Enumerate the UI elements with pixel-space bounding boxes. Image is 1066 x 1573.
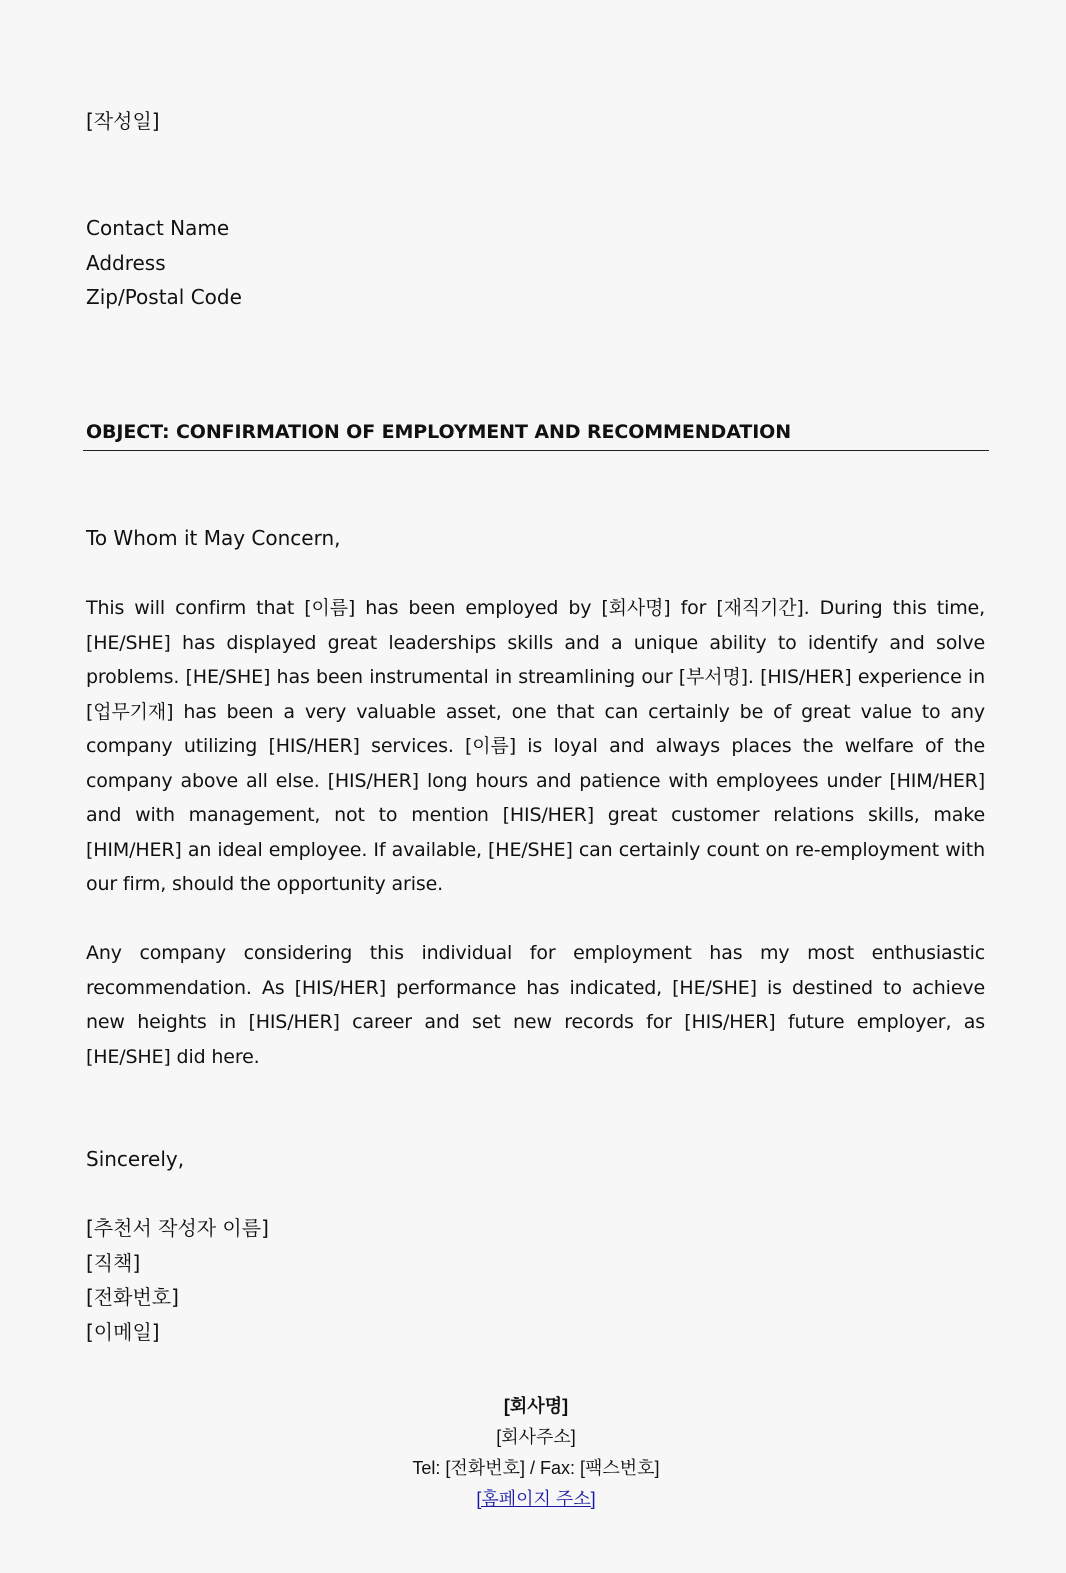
- recipient-contact-name: Contact Name: [86, 216, 230, 240]
- subject-divider: [83, 450, 989, 451]
- signature-title: [직책]: [86, 1250, 141, 1275]
- letter-salutation: To Whom it May Concern,: [86, 526, 341, 550]
- recipient-zip: Zip/Postal Code: [86, 285, 242, 309]
- signature-email: [이메일]: [86, 1319, 160, 1344]
- signature-phone: [전화번호]: [86, 1285, 179, 1309]
- signature-name: [추천서 작성자 이름]: [86, 1216, 269, 1240]
- recipient-address: Address: [86, 250, 166, 275]
- letterhead-footer: [0, 1391, 1066, 1515]
- footer-company-address: [회사주소]: [496, 1427, 576, 1447]
- footer-contact-line: Tel: [전화번호] / Fax: [팩스번호]: [412, 1458, 660, 1478]
- recipient-block: [86, 211, 242, 315]
- footer-company-name: [회사명]: [503, 1396, 569, 1416]
- letter-date: [작성일]: [86, 109, 160, 133]
- body-paragraph-1: This will confirm that [이름] has been employed by [회사명] for [재직기간]. During this time, [HE/SHE] has displayed great leaderships skills and a unique ability to identify and solve problems. [HE/SHE] has been instrumental in streamlining our [부서명]. [HIS/HER] experience in [업무기재] has been a very valuable asset, one that can certainly be of great value to any company utilizing [HIS/HER] services. [이름] is loyal and always places the welfare of the company above all else. [HIS/HER] long hours and patience with employees under [HIM/HER] and with management, not to mention [HIS/HER] great customer relations skills, make [HIM/HER] an ideal employee. If available, [HE/SHE] can certainly count on re-employment with our firm, should the opportunity arise.: [86, 597, 985, 895]
- letter-subject: OBJECT: CONFIRMATION OF EMPLOYMENT AND RECOMMENDATION: [86, 421, 792, 443]
- footer-homepage-link[interactable]: [홈페이지 주소]: [476, 1489, 596, 1509]
- signature-block: [86, 1211, 269, 1349]
- letter-closing: Sincerely,: [86, 1147, 185, 1171]
- body-paragraph-2: Any company considering this individual for employment has my most enthusiastic recommendation. As [HIS/HER] performance has indicated, [HE/SHE] is destined to achieve new heights in [HIS/HER] career and set new records for [HIS/HER] future employer, as [HE/SHE] did here.: [86, 942, 985, 1068]
